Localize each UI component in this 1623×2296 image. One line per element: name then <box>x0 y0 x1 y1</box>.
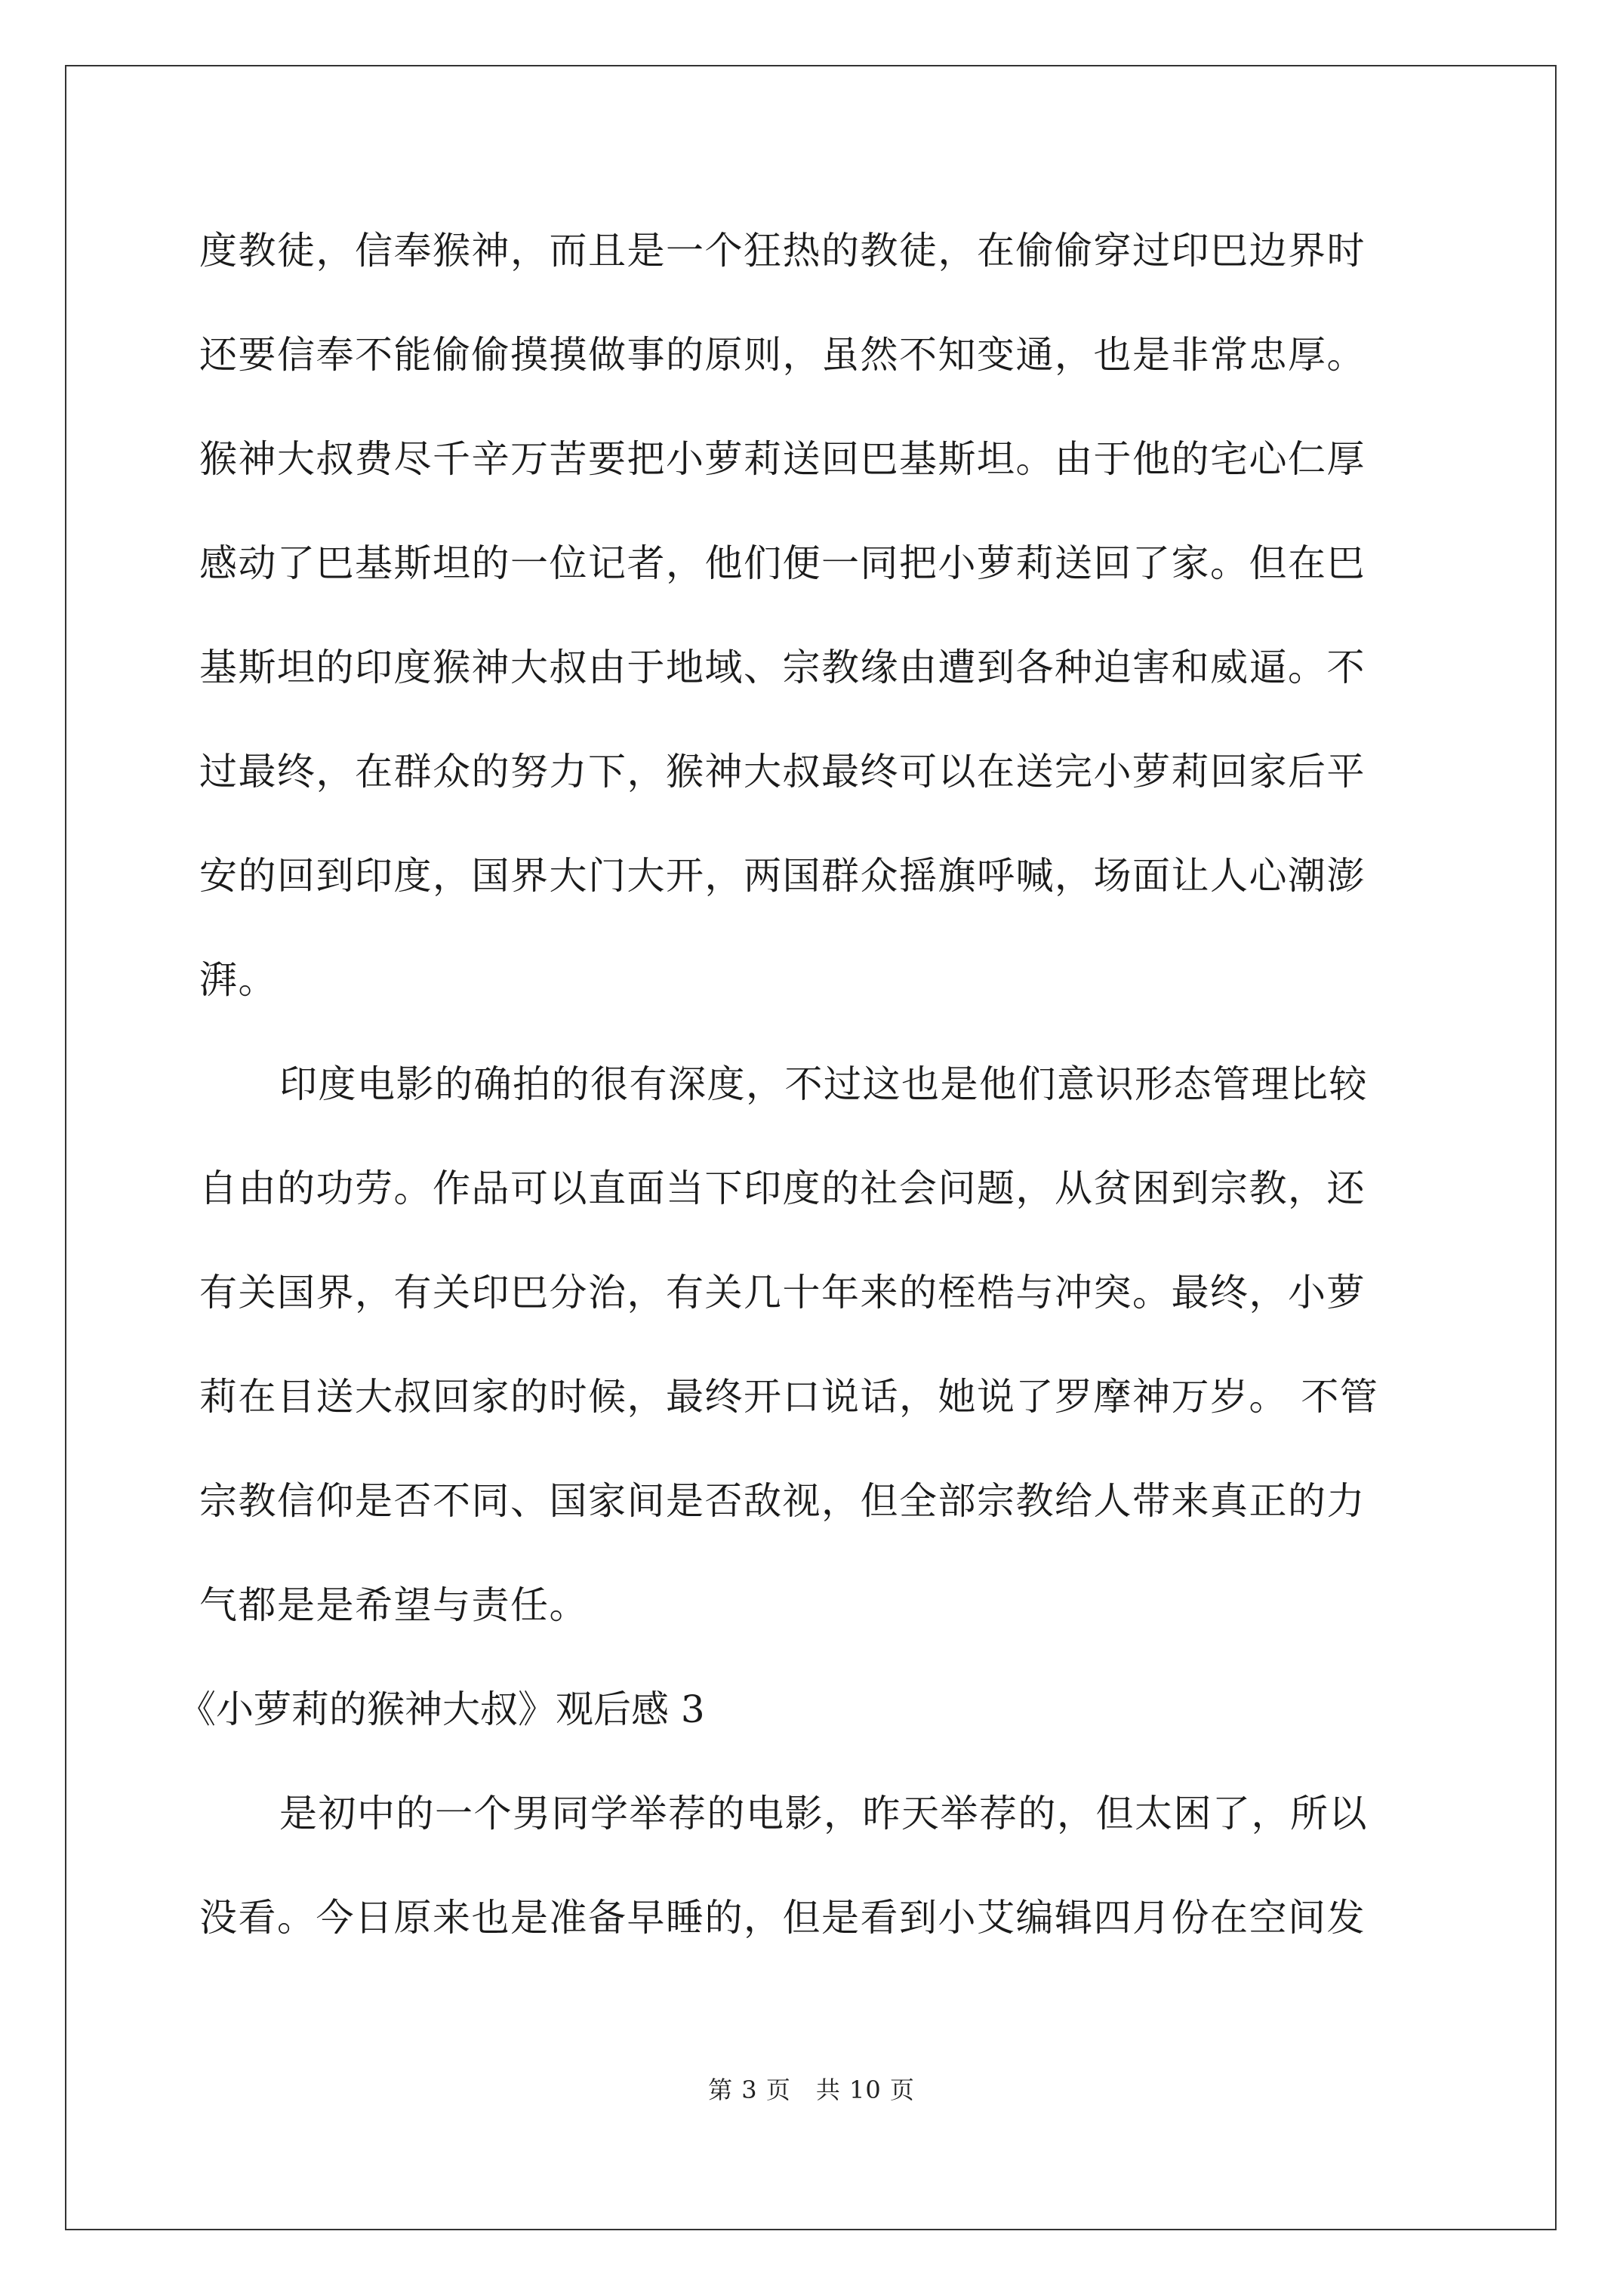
text-line: 基斯坦的印度猴神大叔由于地域、宗教缘由遭到各种迫害和威逼。不 <box>199 646 1366 689</box>
text-line: 感动了巴基斯坦的一位记者，他们便一同把小萝莉送回了家。但在巴 <box>199 541 1366 585</box>
text-line: 湃。 <box>199 958 277 1002</box>
page-number-footer: 第 3 页 共 10 页 <box>708 2076 915 2104</box>
text-line: 度教徒，信奉猴神，而且是一个狂热的教徒，在偷偷穿过印巴边界时 <box>199 229 1366 273</box>
text-line: 安的回到印度，国界大门大开，两国群众摇旗呼喊，场面让人心潮澎 <box>199 854 1366 898</box>
text-line: 宗教信仰是否不同、国家间是否敌视，但全部宗教给人带来真正的力 <box>199 1479 1366 1523</box>
text-line: 过最终，在群众的努力下，猴神大叔最终可以在送完小萝莉回家后平 <box>199 750 1366 794</box>
text-line: 还要信奉不能偷偷摸摸做事的原则，虽然不知变通，也是非常忠厚。 <box>199 333 1366 377</box>
text-line: 莉在目送大叔回家的时候，最终开口说话，她说了罗摩神万岁。 不管 <box>199 1375 1379 1419</box>
paragraph-start-line: 印度电影的确拍的很有深度，不过这也是他们意识形态管理比较 <box>279 1062 1368 1106</box>
text-line: 气都是是希望与责任。 <box>199 1583 588 1627</box>
text-line: 没看。今日原来也是准备早睡的，但是看到小艾编辑四月份在空间发 <box>199 1896 1366 1940</box>
section-heading: 《小萝莉的猴神大叔》观后感 3 <box>178 1687 705 1731</box>
text-line: 猴神大叔费尽千辛万苦要把小萝莉送回巴基斯坦。由于他的宅心仁厚 <box>199 437 1366 481</box>
text-line: 自由的功劳。作品可以直面当下印度的社会问题，从贫困到宗教，还 <box>199 1166 1366 1210</box>
paragraph-start-line: 是初中的一个男同学举荐的电影，昨天举荐的，但太困了，所以 <box>279 1792 1368 1835</box>
text-line: 有关国界，有关印巴分治，有关几十年来的桎梏与冲突。最终，小萝 <box>199 1271 1366 1314</box>
